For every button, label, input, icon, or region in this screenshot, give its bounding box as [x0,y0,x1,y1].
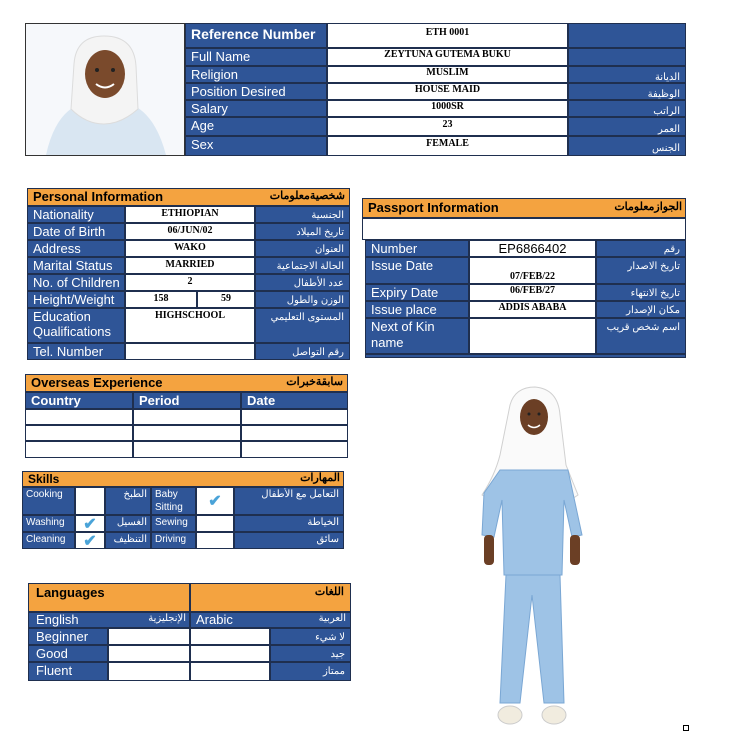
header-row-value: 23 [327,117,568,136]
skill-left-label: Washing [22,515,75,532]
skill-left-ar: التنظيف [105,532,151,549]
personal-row-ar: رقم التواصل [255,343,350,360]
header-row-label: Religion [185,66,327,83]
passport-info-title-ar: الجوازمعلومات [614,201,682,213]
language-arabic: Arabic [190,612,351,628]
passport-row-ar: تاريخ الانتهاء [596,284,686,301]
reference-number-label: Reference Number [185,23,327,48]
skill-right-label: Baby Sitting [151,487,196,515]
skill-left-label: Cooking [22,487,75,515]
language-level-label: Fluent [28,662,108,681]
overseas-cell [241,425,348,441]
header-row-value: HOUSE MAID [327,83,568,100]
personal-row-value: 2 [125,274,255,291]
passport-row-ar: تاريخ الاصدار [596,257,686,284]
personal-info-title-ar: شخصيةمعلومات [269,190,345,202]
page-marker [683,725,689,731]
header-row-ar: الديانة [568,66,686,83]
overseas-column-header: Date [241,392,348,409]
language-english-ar: الإنجليزية [148,613,186,624]
language-english-level [108,645,190,662]
personal-row-value2: 59 [197,291,255,308]
personal-row-value: ETHIOPIAN [125,206,255,223]
language-arabic-level [190,662,270,681]
personal-row-label: Date of Birth [27,223,125,240]
checkmark-icon: ✔ [75,532,105,549]
skill-left-ar: الطبخ [105,487,151,515]
passport-row-value: 07/FEB/22 [469,257,596,284]
passport-cut-row [365,354,686,358]
header-row-value: 1000SR [327,100,568,117]
passport-row-ar: رقم [596,240,686,257]
header-row-ar [568,48,686,66]
passport-row-value [469,318,596,354]
language-level-ar: جيد [270,645,351,662]
personal-row-label: Nationality [27,206,125,223]
language-level-label: Good [28,645,108,662]
passport-row-value: 06/FEB/27 [469,284,596,301]
header-row-value: FEMALE [327,136,568,156]
overseas-cell [25,441,133,458]
overseas-cell [25,425,133,441]
header-row-label: Sex [185,136,327,156]
personal-row-label: Height/Weight [27,291,125,308]
overseas-title-ar: سابقةخبرات [286,376,343,388]
reference-number-extra [568,23,686,48]
personal-row-ar: عدد الأطفال [255,274,350,291]
header-row-value: MUSLIM [327,66,568,83]
overseas-cell [133,425,241,441]
passport-info-title: Passport Information [362,198,686,218]
overseas-cell [241,409,348,425]
personal-row-value: WAKO [125,240,255,257]
language-level-ar: ممتاز [270,662,351,681]
skill-left-label: Cleaning [22,532,75,549]
personal-row-ar: الوزن والطول [255,291,350,308]
header-row-ar: الراتب [568,100,686,117]
language-english: English [28,612,190,628]
passport-row-ar: مكان الإصدار [596,301,686,318]
header-row-ar: الجنس [568,136,686,156]
language-level-label: Beginner [28,628,108,645]
personal-row-ar: تاريخ الميلاد [255,223,350,240]
full-body-photo [470,385,595,735]
portrait-photo [25,23,185,156]
skills-title: Skills [22,471,344,487]
personal-row-ar: الحالة الاجتماعية [255,257,350,274]
header-row-ar: الوظيفة [568,83,686,100]
personal-row-label: No. of Children [27,274,125,291]
overseas-cell [133,409,241,425]
passport-row-label: Issue Date [365,257,469,284]
skill-right-check [196,532,234,549]
personal-row-ar: المستوى التعليمي [255,308,350,343]
skill-left-ar: الغسيل [105,515,151,532]
overseas-column-header: Country [25,392,133,409]
passport-row-value: EP6866402 [469,240,596,257]
personal-row-label: Marital Status [27,257,125,274]
header-row-label: Position Desired [185,83,327,100]
skill-right-ar: الخياطة [234,515,344,532]
overseas-title: Overseas Experience [25,374,348,392]
language-english-level [108,628,190,645]
skills-title-ar: المهارات [300,472,340,484]
passport-blank-row [362,218,686,240]
personal-row-value: 06/JUN/02 [125,223,255,240]
skill-right-check [196,515,234,532]
personal-row-value: MARRIED [125,257,255,274]
personal-row-value [125,343,255,360]
checkmark-icon: ✔ [196,487,234,515]
skill-right-label: Sewing [151,515,196,532]
language-english-level [108,662,190,681]
skill-right-ar: التعامل مع الأطفال [234,487,344,515]
header-row-label: Age [185,117,327,136]
overseas-cell [25,409,133,425]
overseas-cell [241,441,348,458]
personal-row-value: HIGHSCHOOL [125,308,255,343]
overseas-cell [133,441,241,458]
personal-row-label: Tel. Number [27,343,125,360]
passport-row-label: Next of Kin name [365,318,469,354]
languages-title-ar: اللغات [190,583,351,612]
header-row-value: ZEYTUNA GUTEMA BUKU [327,48,568,66]
passport-row-ar: اسم شخص قريب [596,318,686,354]
passport-row-label: Issue place [365,301,469,318]
passport-row-value: ADDIS ABABA [469,301,596,318]
skill-right-label: Driving [151,532,196,549]
header-row-label: Salary [185,100,327,117]
language-arabic-level [190,628,270,645]
header-row-ar: العمر [568,117,686,136]
languages-title: Languages [28,583,190,612]
passport-row-label: Expiry Date [365,284,469,301]
header-row-label: Full Name [185,48,327,66]
overseas-column-header: Period [133,392,241,409]
personal-info-title: Personal Information [27,188,350,206]
personal-row-ar: الجنسية [255,206,350,223]
language-level-ar: لا شيء [270,628,351,645]
personal-row-ar: العنوان [255,240,350,257]
reference-number-value: ETH 0001 [327,23,568,48]
skill-right-ar: سائق [234,532,344,549]
checkmark-icon: ✔ [75,515,105,532]
skill-left-check [75,487,105,515]
personal-row-value: 158 [125,291,197,308]
personal-row-label: Education Qualifications [27,308,125,343]
language-arabic-level [190,645,270,662]
personal-row-label: Address [27,240,125,257]
passport-row-label: Number [365,240,469,257]
language-arabic-ar: العربية [318,613,346,624]
